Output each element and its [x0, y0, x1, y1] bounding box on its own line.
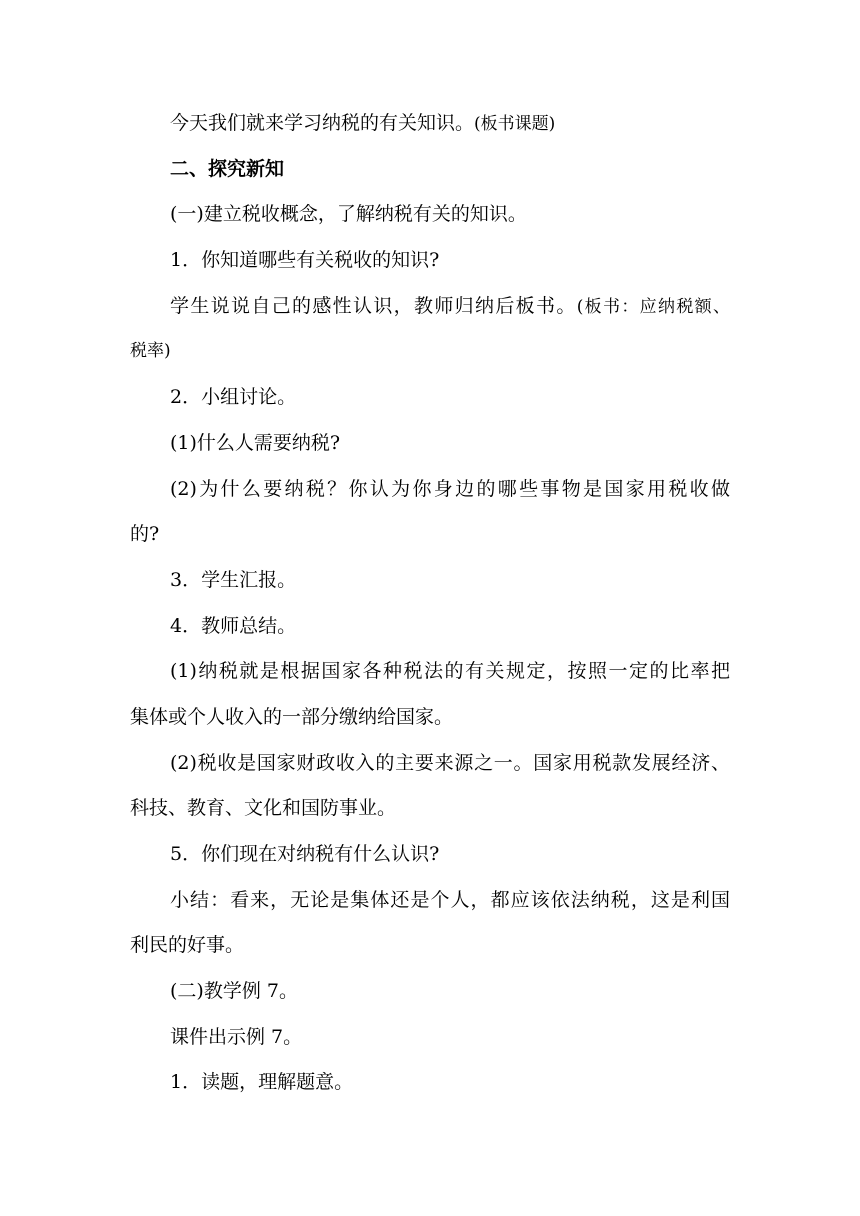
paragraph-line: 利民的好事。	[130, 934, 245, 957]
paragraph-text: 今天我们就来学习纳税的有关知识。	[170, 112, 475, 134]
paragraph-line: 税率)	[130, 341, 171, 362]
paragraph-line: 的?	[130, 523, 160, 546]
list-item: 1．你知道哪些有关税收的知识?	[170, 249, 440, 272]
section-heading: 二、探究新知	[170, 157, 285, 180]
list-item: (2)为什么要纳税？你认为你身边的哪些事物是国家用税收做	[170, 477, 730, 500]
subsection-heading: (一)建立税收概念，了解纳税有关的知识。	[170, 203, 527, 226]
list-item: 3．学生汇报。	[170, 568, 297, 591]
paragraph-line: 课件出示例 7。	[170, 1025, 303, 1048]
paragraph-text: 学生说说自己的感性认识，教师归纳后板书。	[170, 294, 577, 317]
paragraph-intro	[130, 110, 730, 136]
list-item: (1)纳税就是根据国家各种税法的有关规定，按照一定的比率把	[170, 660, 730, 683]
document-body	[130, 110, 730, 1115]
board-note: (板书课题)	[474, 114, 556, 134]
list-item: (1)什么人需要纳税?	[170, 431, 341, 454]
paragraph-line	[130, 293, 730, 319]
paragraph-line: 科技、教育、文化和国防事业。	[130, 797, 397, 820]
list-item: (2)税收是国家财政收入的主要来源之一。国家用税款发展经济、	[170, 751, 730, 774]
board-note: (板书：应纳税额、	[576, 296, 730, 317]
list-item: 4．教师总结。	[170, 614, 297, 637]
list-item: 5．你们现在对纳税有什么认识?	[170, 843, 440, 865]
list-item: 2．小组讨论。	[170, 386, 297, 409]
subsection-heading: (二)教学例 7。	[170, 980, 298, 1003]
paragraph-line: 集体或个人收入的一部分缴纳给国家。	[130, 705, 454, 728]
list-item: 1．读题，理解题意。	[170, 1071, 354, 1094]
summary-paragraph: 小结：看来，无论是集体还是个人，都应该依法纳税，这是利国	[170, 888, 730, 911]
